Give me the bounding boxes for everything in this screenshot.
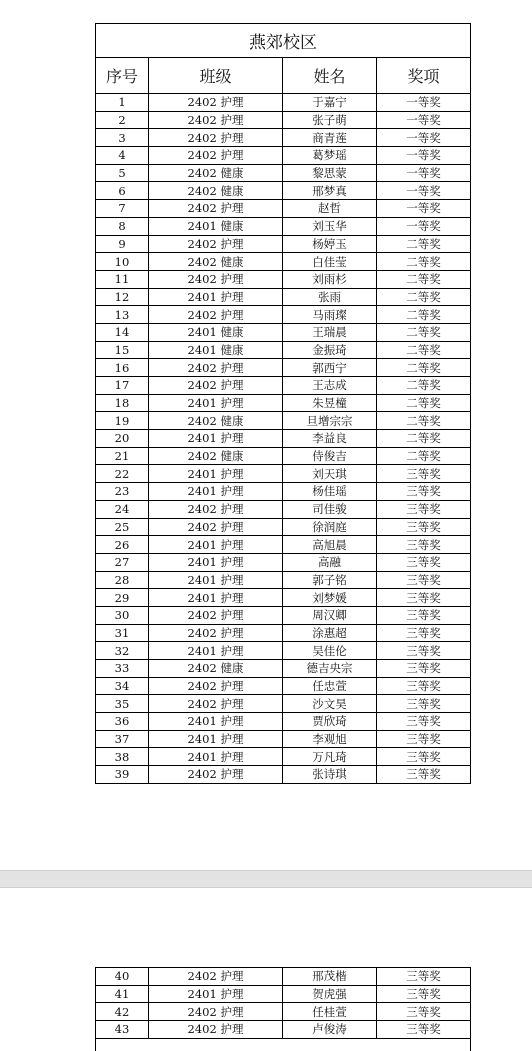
cell-award: 三等奖 xyxy=(377,713,471,731)
cell-class: 2402 健康 xyxy=(149,164,283,182)
cell-index: 34 xyxy=(96,677,149,695)
cell-name: 王志成 xyxy=(283,377,377,395)
cell-name: 白佳莹 xyxy=(283,253,377,271)
cell-index: 27 xyxy=(96,553,149,571)
table-row xyxy=(96,359,471,377)
cell-index: 25 xyxy=(96,518,149,536)
cell-class: 2402 护理 xyxy=(149,1021,283,1039)
table-row xyxy=(96,642,471,660)
cell-name: 高融 xyxy=(283,553,377,571)
cell-index: 36 xyxy=(96,713,149,731)
cell-award: 三等奖 xyxy=(377,1021,471,1039)
table-row xyxy=(96,1021,471,1039)
cell-name: 涂惠超 xyxy=(283,624,377,642)
cell-name: 旦增宗宗 xyxy=(283,412,377,430)
table-row xyxy=(96,412,471,430)
table-row xyxy=(96,589,471,607)
awards-table-page-2 xyxy=(95,967,471,1051)
cell-class: 2402 护理 xyxy=(149,500,283,518)
cell-class: 2402 护理 xyxy=(149,111,283,129)
cell-class: 2402 健康 xyxy=(149,447,283,465)
cell-award: 二等奖 xyxy=(377,288,471,306)
cell-name: 任忠萱 xyxy=(283,677,377,695)
cell-award: 一等奖 xyxy=(377,217,471,235)
table-row xyxy=(96,377,471,395)
cell-class: 2402 健康 xyxy=(149,412,283,430)
cell-index: 42 xyxy=(96,1003,149,1021)
cell-name: 贺虎强 xyxy=(283,985,377,1003)
cell-index: 35 xyxy=(96,695,149,713)
table-row xyxy=(96,447,471,465)
table-row xyxy=(96,518,471,536)
cell-index: 37 xyxy=(96,730,149,748)
cell-award: 三等奖 xyxy=(377,695,471,713)
cell-name: 邢茂楷 xyxy=(283,968,377,986)
cell-award: 三等奖 xyxy=(377,660,471,678)
header-class: 班级 xyxy=(149,58,283,94)
cell-name: 杨婷玉 xyxy=(283,235,377,253)
cell-name: 刘梦媛 xyxy=(283,589,377,607)
cell-award: 三等奖 xyxy=(377,483,471,501)
cell-name: 金振琦 xyxy=(283,341,377,359)
table-row xyxy=(96,164,471,182)
cell-index: 30 xyxy=(96,606,149,624)
table-header-row xyxy=(96,58,471,94)
cell-award: 三等奖 xyxy=(377,748,471,766)
cell-award: 二等奖 xyxy=(377,306,471,324)
cell-award: 一等奖 xyxy=(377,164,471,182)
cell-award: 二等奖 xyxy=(377,430,471,448)
cell-class: 2402 护理 xyxy=(149,518,283,536)
cell-name: 马雨璨 xyxy=(283,306,377,324)
cell-class: 2402 护理 xyxy=(149,677,283,695)
table-row xyxy=(96,1003,471,1021)
cell-name: 刘天琪 xyxy=(283,465,377,483)
cell-award: 二等奖 xyxy=(377,323,471,341)
cell-class: 2402 护理 xyxy=(149,200,283,218)
cell-index: 2 xyxy=(96,111,149,129)
table-row xyxy=(96,660,471,678)
cell-class: 2401 护理 xyxy=(149,748,283,766)
cell-class: 2401 护理 xyxy=(149,553,283,571)
cell-name: 贾欣琦 xyxy=(283,713,377,731)
cell-name: 万凡琦 xyxy=(283,748,377,766)
cell-index: 7 xyxy=(96,200,149,218)
cell-class: 2402 健康 xyxy=(149,660,283,678)
table-row xyxy=(96,606,471,624)
cell-award: 三等奖 xyxy=(377,553,471,571)
table-row xyxy=(96,748,471,766)
cell-name: 商青莲 xyxy=(283,129,377,147)
cell-index: 8 xyxy=(96,217,149,235)
cell-index: 32 xyxy=(96,642,149,660)
table-row xyxy=(96,713,471,731)
cell-index: 11 xyxy=(96,270,149,288)
cell-class: 2402 护理 xyxy=(149,270,283,288)
cell-award: 三等奖 xyxy=(377,985,471,1003)
cell-index: 12 xyxy=(96,288,149,306)
table-row xyxy=(96,571,471,589)
cell-award: 三等奖 xyxy=(377,624,471,642)
cell-name: 高旭晨 xyxy=(283,536,377,554)
table-title-row xyxy=(96,24,471,58)
cell-award: 一等奖 xyxy=(377,94,471,112)
cell-name: 张子萌 xyxy=(283,111,377,129)
table-row xyxy=(96,730,471,748)
cell-index: 41 xyxy=(96,985,149,1003)
cell-award: 三等奖 xyxy=(377,1003,471,1021)
cell-index: 13 xyxy=(96,306,149,324)
cell-name: 赵哲 xyxy=(283,200,377,218)
cell-index: 17 xyxy=(96,377,149,395)
table-row xyxy=(96,430,471,448)
cell-index: 3 xyxy=(96,129,149,147)
header-name: 姓名 xyxy=(283,58,377,94)
cell-award: 二等奖 xyxy=(377,253,471,271)
cell-class: 2402 护理 xyxy=(149,968,283,986)
cell-award: 二等奖 xyxy=(377,235,471,253)
cell-class: 2401 护理 xyxy=(149,985,283,1003)
cell-award: 二等奖 xyxy=(377,447,471,465)
cell-award: 三等奖 xyxy=(377,677,471,695)
cell-name: 黎思蒙 xyxy=(283,164,377,182)
cell-index: 40 xyxy=(96,968,149,986)
cell-name: 沙文昊 xyxy=(283,695,377,713)
cell-award: 二等奖 xyxy=(377,359,471,377)
cell-index: 4 xyxy=(96,147,149,165)
table-row xyxy=(96,111,471,129)
table-row xyxy=(96,94,471,112)
table-row xyxy=(96,217,471,235)
table-row xyxy=(96,553,471,571)
cell-award: 二等奖 xyxy=(377,412,471,430)
table-continuation-row xyxy=(96,1038,471,1051)
cell-award: 三等奖 xyxy=(377,518,471,536)
cell-award: 二等奖 xyxy=(377,394,471,412)
cell-index: 33 xyxy=(96,660,149,678)
cell-index: 19 xyxy=(96,412,149,430)
cell-award: 二等奖 xyxy=(377,377,471,395)
table-row xyxy=(96,235,471,253)
cell-index: 22 xyxy=(96,465,149,483)
cell-index: 26 xyxy=(96,536,149,554)
cell-name: 吴佳伦 xyxy=(283,642,377,660)
table-row xyxy=(96,985,471,1003)
cell-award: 三等奖 xyxy=(377,465,471,483)
cell-class: 2401 护理 xyxy=(149,713,283,731)
cell-index: 6 xyxy=(96,182,149,200)
cell-index: 18 xyxy=(96,394,149,412)
cell-class: 2402 护理 xyxy=(149,147,283,165)
cell-award: 一等奖 xyxy=(377,147,471,165)
table-row xyxy=(96,288,471,306)
table-row xyxy=(96,323,471,341)
table-row xyxy=(96,182,471,200)
cell-name: 郭西宁 xyxy=(283,359,377,377)
table-row xyxy=(96,766,471,784)
cell-class: 2402 护理 xyxy=(149,606,283,624)
table-row xyxy=(96,306,471,324)
table-row xyxy=(96,129,471,147)
cell-award: 二等奖 xyxy=(377,270,471,288)
cell-class: 2401 护理 xyxy=(149,430,283,448)
table-row xyxy=(96,270,471,288)
cell-name: 葛梦瑶 xyxy=(283,147,377,165)
table-row xyxy=(96,624,471,642)
table-row xyxy=(96,200,471,218)
cell-class: 2402 护理 xyxy=(149,306,283,324)
table-row xyxy=(96,536,471,554)
cell-name: 李观旭 xyxy=(283,730,377,748)
cell-class: 2402 护理 xyxy=(149,695,283,713)
cell-award: 三等奖 xyxy=(377,968,471,986)
cell-index: 38 xyxy=(96,748,149,766)
cell-name: 郭子铭 xyxy=(283,571,377,589)
cell-class: 2401 护理 xyxy=(149,288,283,306)
cell-index: 24 xyxy=(96,500,149,518)
cell-award: 三等奖 xyxy=(377,589,471,607)
cell-class: 2402 护理 xyxy=(149,766,283,784)
cell-index: 23 xyxy=(96,483,149,501)
cell-class: 2402 健康 xyxy=(149,253,283,271)
cell-class: 2401 护理 xyxy=(149,394,283,412)
header-award: 奖项 xyxy=(377,58,471,94)
cell-class: 2401 健康 xyxy=(149,323,283,341)
cell-class: 2401 护理 xyxy=(149,483,283,501)
cell-index: 39 xyxy=(96,766,149,784)
table-row xyxy=(96,677,471,695)
cell-index: 16 xyxy=(96,359,149,377)
table-row xyxy=(96,695,471,713)
cell-index: 31 xyxy=(96,624,149,642)
header-index: 序号 xyxy=(96,58,149,94)
cell-name: 徐润庭 xyxy=(283,518,377,536)
cell-class: 2402 护理 xyxy=(149,94,283,112)
cell-index: 20 xyxy=(96,430,149,448)
cell-class: 2401 护理 xyxy=(149,589,283,607)
table-row xyxy=(96,147,471,165)
cell-index: 29 xyxy=(96,589,149,607)
cell-name: 朱昱橦 xyxy=(283,394,377,412)
awards-table-page-1 xyxy=(95,23,471,784)
table-row xyxy=(96,394,471,412)
cell-name: 周汉卿 xyxy=(283,606,377,624)
cell-class: 2402 护理 xyxy=(149,129,283,147)
cell-class: 2402 健康 xyxy=(149,182,283,200)
campus-title: 燕郊校区 xyxy=(96,24,471,58)
cell-class: 2401 护理 xyxy=(149,465,283,483)
cell-name: 任桂萱 xyxy=(283,1003,377,1021)
cell-award: 一等奖 xyxy=(377,111,471,129)
cell-award: 三等奖 xyxy=(377,536,471,554)
cell-name: 于嘉宁 xyxy=(283,94,377,112)
cell-class: 2401 健康 xyxy=(149,341,283,359)
cell-name: 侍俊吉 xyxy=(283,447,377,465)
table-row xyxy=(96,968,471,986)
cell-index: 15 xyxy=(96,341,149,359)
cell-index: 9 xyxy=(96,235,149,253)
cell-class: 2401 健康 xyxy=(149,217,283,235)
cell-class: 2402 护理 xyxy=(149,359,283,377)
cell-index: 10 xyxy=(96,253,149,271)
cell-award: 一等奖 xyxy=(377,182,471,200)
cell-index: 1 xyxy=(96,94,149,112)
cell-name: 卢俊涛 xyxy=(283,1021,377,1039)
table-row xyxy=(96,500,471,518)
cell-name: 张诗琪 xyxy=(283,766,377,784)
cell-class: 2402 护理 xyxy=(149,624,283,642)
cell-index: 21 xyxy=(96,447,149,465)
table-row xyxy=(96,253,471,271)
cell-award: 二等奖 xyxy=(377,341,471,359)
cell-name: 刘玉华 xyxy=(283,217,377,235)
cell-name: 张雨 xyxy=(283,288,377,306)
cell-class: 2401 护理 xyxy=(149,730,283,748)
cell-index: 5 xyxy=(96,164,149,182)
cell-index: 14 xyxy=(96,323,149,341)
cell-award: 三等奖 xyxy=(377,500,471,518)
cell-class: 2401 护理 xyxy=(149,536,283,554)
cell-award: 三等奖 xyxy=(377,571,471,589)
cell-award: 一等奖 xyxy=(377,200,471,218)
cell-award: 三等奖 xyxy=(377,730,471,748)
table-row xyxy=(96,483,471,501)
cell-award: 三等奖 xyxy=(377,606,471,624)
cell-name: 李益良 xyxy=(283,430,377,448)
cell-award: 三等奖 xyxy=(377,642,471,660)
table-row xyxy=(96,341,471,359)
cell-name: 王瑞晨 xyxy=(283,323,377,341)
cell-index: 43 xyxy=(96,1021,149,1039)
cell-name: 邢梦真 xyxy=(283,182,377,200)
page-gap xyxy=(0,870,532,888)
cell-class: 2402 护理 xyxy=(149,377,283,395)
cell-name: 司佳骏 xyxy=(283,500,377,518)
cell-award: 三等奖 xyxy=(377,766,471,784)
cell-class: 2401 护理 xyxy=(149,642,283,660)
cell-name: 刘雨杉 xyxy=(283,270,377,288)
cell-award: 一等奖 xyxy=(377,129,471,147)
table-continuation-cell xyxy=(96,1038,471,1051)
cell-class: 2402 护理 xyxy=(149,235,283,253)
cell-name: 德吉央宗 xyxy=(283,660,377,678)
table-row xyxy=(96,465,471,483)
cell-name: 杨佳瑶 xyxy=(283,483,377,501)
cell-class: 2402 护理 xyxy=(149,1003,283,1021)
cell-class: 2401 护理 xyxy=(149,571,283,589)
cell-index: 28 xyxy=(96,571,149,589)
